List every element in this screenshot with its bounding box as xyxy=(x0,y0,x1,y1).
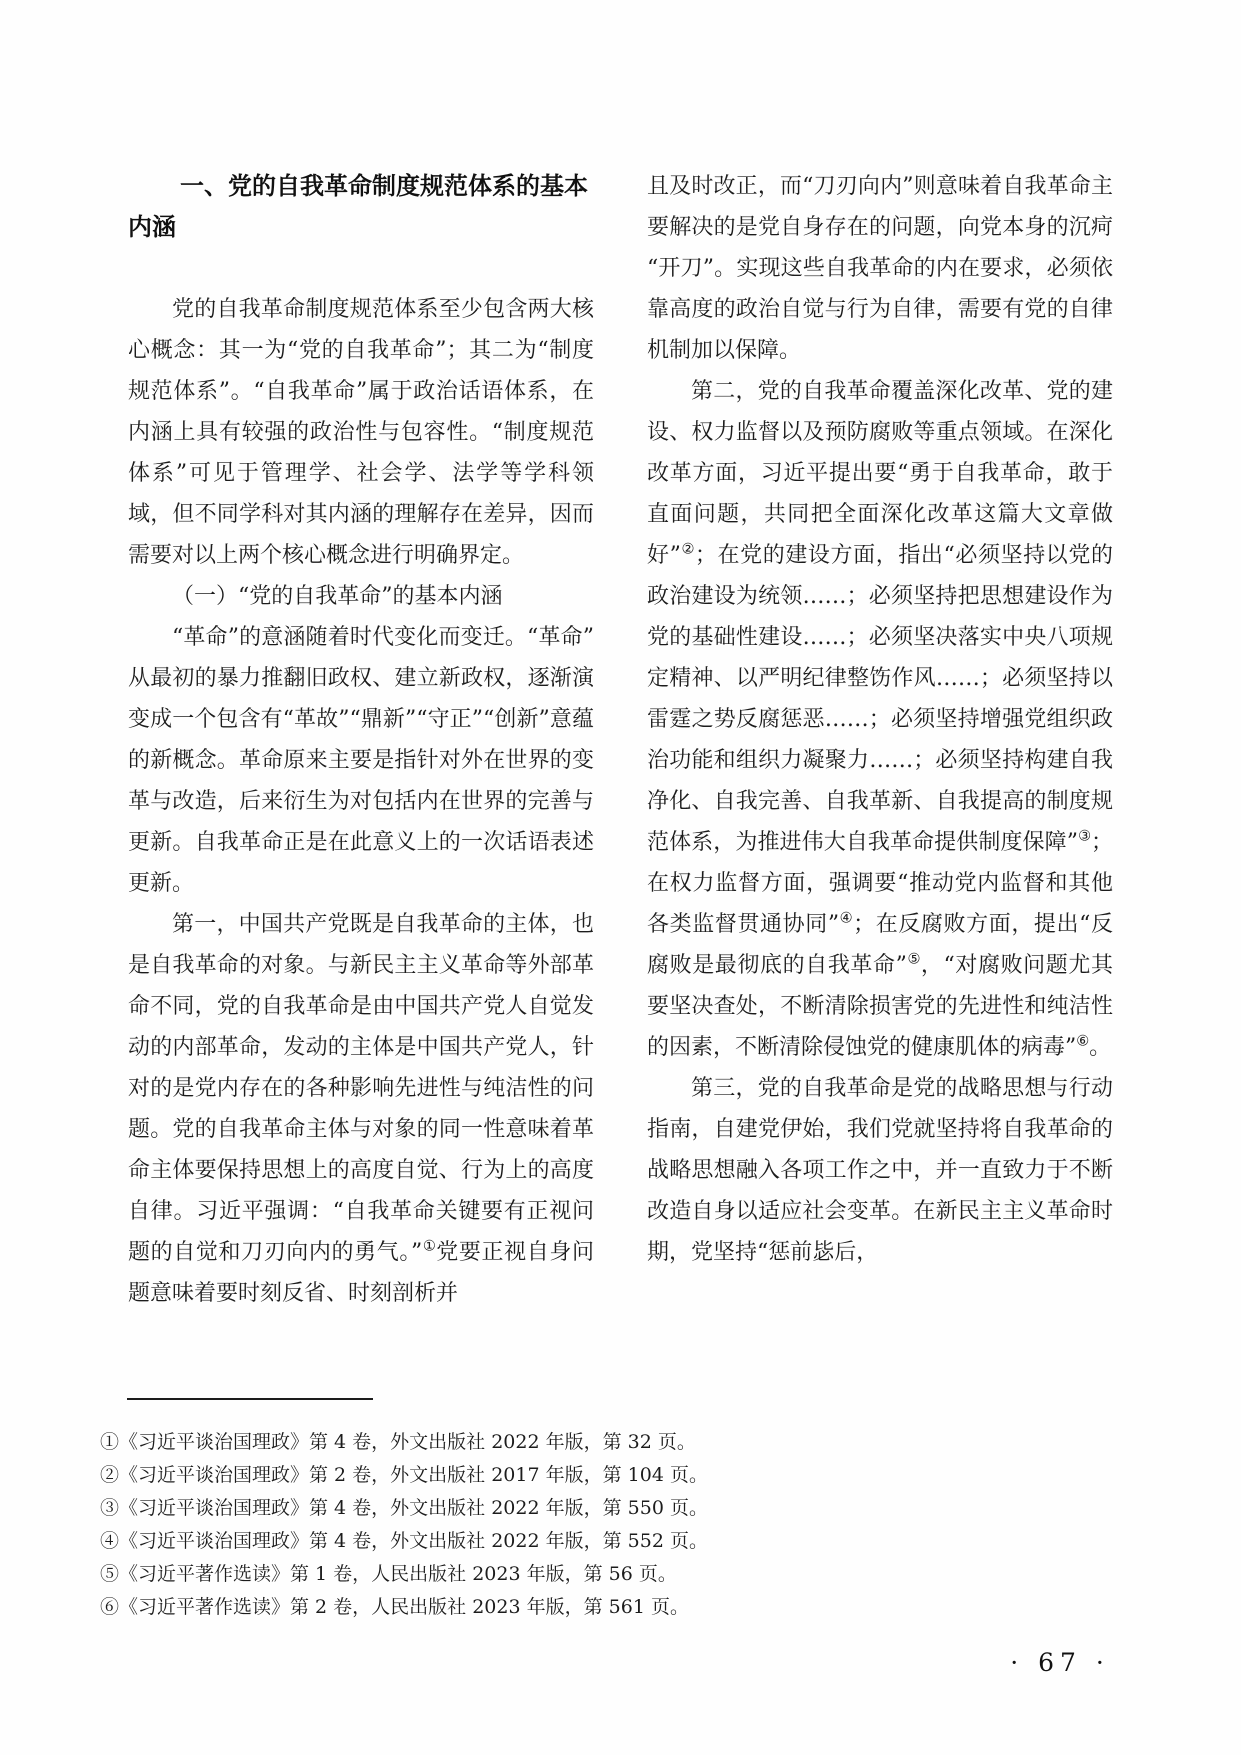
page-number: · 67 · xyxy=(1010,1648,1110,1677)
footnote-item: ①《习近平谈治国理政》第 4 卷，外文出版社 2022 年版，第 32 页。 xyxy=(100,1431,696,1453)
paragraph-revolution-concept: “革命”的意涵随着时代变化而变迁。“革命”从最初的暴力推翻旧政权、建立新政权，逐渐演变成一个包含有“革故”“鼎新”“守正”“创新”意蕴的新概念。革命原来主要是指针对外在世界的变革与改造，后来衍生为对包括内在世界的完善与更新。自我革命正是在此意义上的一次话语表述更新。 xyxy=(128,625,594,896)
footnote-item: ⑤《习近平著作选读》第 1 卷，人民出版社 2023 年版，第 56 页。 xyxy=(100,1563,677,1585)
left-column xyxy=(128,166,594,1314)
two-column-text-area xyxy=(128,166,1114,1314)
footnote-separator xyxy=(127,1398,373,1400)
paragraph-third-point: 第三，党的自我革命是党的战略思想与行动指南，自建党伊始，我们党就坚持将自我革命的战略思想融入各项工作之中，并一直致力于不断改造自身以适应社会变革。在新民主主义革命时期，党坚持“惩前毖后， xyxy=(647,1076,1113,1265)
subsection-heading: （一）“党的自我革命”的基本内涵 xyxy=(172,584,503,609)
paragraph-first-point-continued: 且及时改正，而“刀刃向内”则意味着自我革命主要解决的是党自身存在的问题，向党本身的沉疴“开刀”。实现这些自我革命的内在要求，必须依靠高度的政治自觉与行为自律，需要有党的自律机制加以保障。 xyxy=(647,174,1113,363)
footnote-item: ③《习近平谈治国理政》第 4 卷，外文出版社 2022 年版，第 550 页。 xyxy=(100,1497,708,1519)
paragraph-first-point: 第一，中国共产党既是自我革命的主体，也是自我革命的对象。与新民主主义革命等外部革命不同，党的自我革命是由中国共产党人自觉发动的内部革命，发动的主体是中国共产党人，针对的是党内存在的各种影响先进性与纯洁性的问题。党的自我革命主体与对象的同一性意味着革命主体要保持思想上的高度自觉、行为上的高度自律。习近平强调：“自我革命关键要有正视问题的自觉和刀刃向内的勇气。”①党要正视自身问题意味着要时刻反省、时刻剖析并 xyxy=(128,912,594,1306)
footnote-item: ⑥《习近平著作选读》第 2 卷，人民出版社 2023 年版，第 561 页。 xyxy=(100,1596,689,1618)
footnote-item: ④《习近平谈治国理政》第 4 卷，外文出版社 2022 年版，第 552 页。 xyxy=(100,1530,708,1552)
paragraph-second-point: 第二，党的自我革命覆盖深化改革、党的建设、权力监督以及预防腐败等重点领域。在深化改革方面，习近平提出要“勇于自我革命，敢于直面问题，共同把全面深化改革这篇大文章做好”②；在党的建设方面，指出“必须坚持以党的政治建设为统领……；必须坚持把思想建设作为党的基础性建设……；必须坚决落实中央八项规定精神、以严明纪律整饬作风……；必须坚持以雷霆之势反腐惩恶……；必须坚持增强党组织政治功能和组织力凝聚力……；必须坚持构建自我净化、自我完善、自我革新、自我提高的制度规范体系，为推进伟大自我革命提供制度保障”③；在权力监督方面，强调要“推动党内监督和其他各类监督贯通协同”④；在反腐败方面，提出“反腐败是最彻底的自我革命”⑤，“对腐败问题尤其要坚决查处，不断清除损害党的先进性和纯洁性的因素，不断清除侵蚀党的健康肌体的病毒”⑥。 xyxy=(647,379,1114,1060)
footnotes-section xyxy=(100,1398,1120,1624)
footnote-item: ②《习近平谈治国理政》第 2 卷，外文出版社 2017 年版，第 104 页。 xyxy=(100,1464,708,1486)
section-heading: 一、党的自我革命制度规范体系的基本内涵 xyxy=(128,172,588,241)
right-column xyxy=(647,166,1113,1314)
paragraph-intro: 党的自我革命制度规范体系至少包含两大核心概念：其一为“党的自我革命”；其二为“制度规范体系”。“自我革命”属于政治话语体系，在内涵上具有较强的政治性与包容性。“制度规范体系”可见于管理学、社会学、法学等学科领域，但不同学科对其内涵的理解存在差异，因而需要对以上两个核心概念进行明确界定。 xyxy=(128,297,594,568)
